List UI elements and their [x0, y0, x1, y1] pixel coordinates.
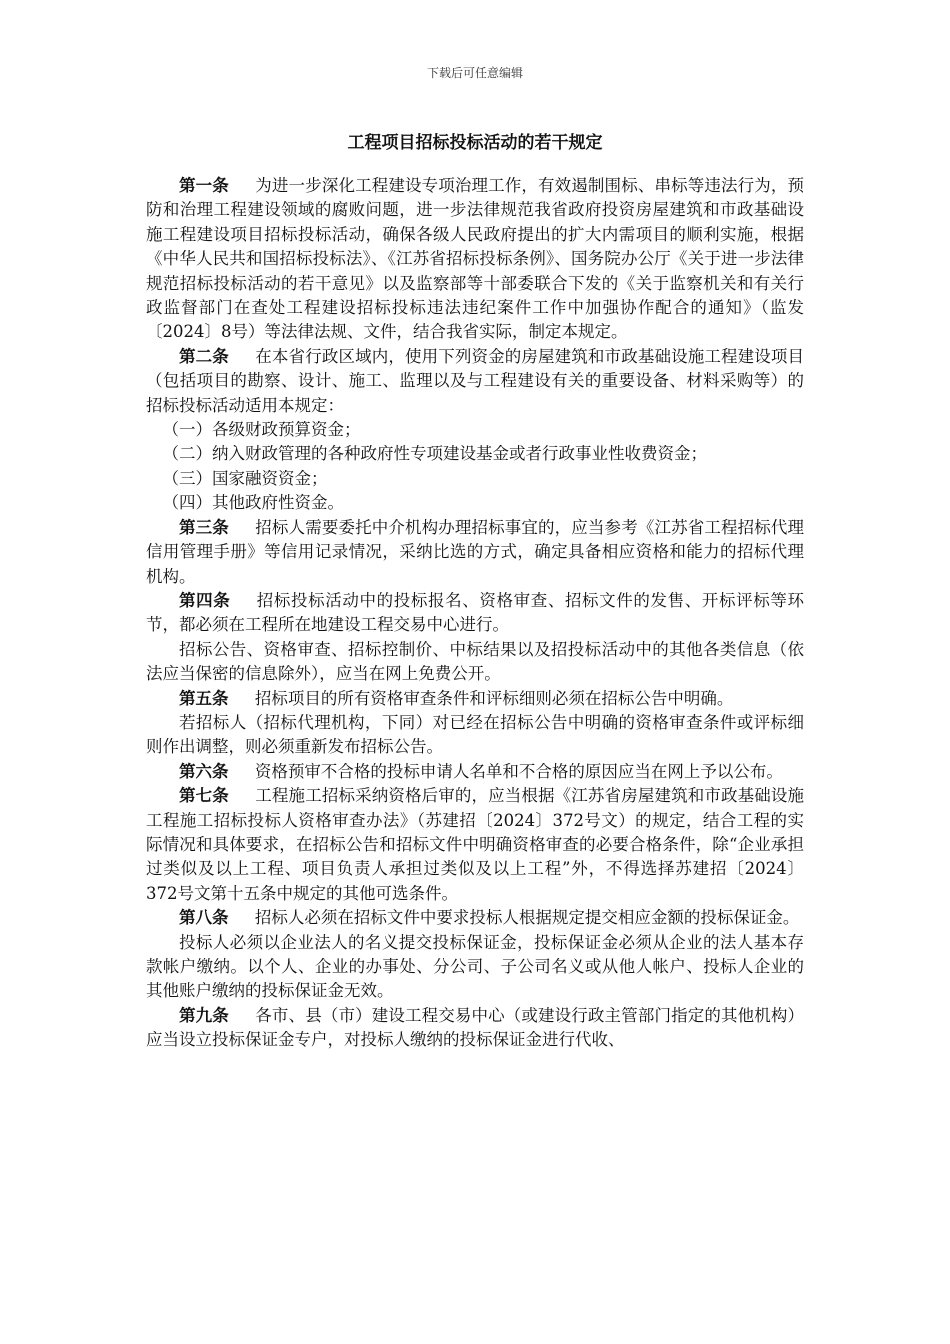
- article-number: 第八条: [179, 908, 229, 928]
- paragraph: [146, 345, 804, 418]
- list-item: [146, 467, 804, 491]
- list-item-text: （三）国家融资资金；: [162, 468, 328, 488]
- paragraph: [146, 174, 804, 345]
- paragraph: [146, 687, 804, 711]
- paragraph: [146, 784, 804, 906]
- paragraph: [146, 906, 804, 930]
- article-number: 第二条: [179, 346, 229, 366]
- article-number: 第九条: [179, 1005, 229, 1025]
- article-number: 第五条: [179, 688, 229, 708]
- article-number: 第六条: [179, 761, 229, 781]
- article-number: 第三条: [179, 517, 229, 537]
- paragraph-text: 各市、县（市）建设工程交易中心（或建设行政主管部门指定的其他机构）应当设立投标保证金专户，对投标人缴纳的投标保证金进行代收、: [146, 1005, 805, 1050]
- page-header-note: 下载后可任意编辑: [426, 66, 523, 80]
- paragraph-text: 资格预审不合格的投标申请人名单和不合格的原因应当在网上予以公布。: [254, 761, 783, 781]
- paragraph-text: 招标人需要委托中介机构办理招标事宜的，应当参考《江苏省工程招标代理信用管理手册》等信用记录情况，采纳比选的方式，确定具备相应资格和能力的招标代理机构。: [146, 517, 805, 586]
- article-number: 第一条: [179, 176, 229, 195]
- list-item-text: （四）其他政府性资金。: [162, 493, 344, 513]
- list-item-text: （一）各级财政预算资金；: [162, 420, 361, 440]
- list-item: [146, 491, 804, 515]
- paragraph-text: 工程施工招标采纳资格后审的，应当根据《江苏省房屋建筑和市政基础设施工程施工招标投标人资格审查办法》（苏建招〔2024〕372号文）的规定，结合工程的实际情况和具体要求，在招标公告和招标文件中明确资格审查的必要合格条件，除“企业承担过类似及以上工程、项目负责人承担过类似及以上工程”外，不得选择苏建招〔2024〕372号文第十五条中规定的其他可选条件。: [146, 786, 805, 903]
- list-item: [146, 442, 804, 466]
- document-title: 工程项目招标投标活动的若干规定: [347, 133, 603, 153]
- paragraph: [146, 589, 804, 638]
- document-body: [146, 174, 804, 1053]
- article-number: 第四条: [179, 590, 231, 610]
- article-number: 第七条: [179, 786, 229, 806]
- paragraph: [146, 638, 804, 687]
- paragraph-text: 招标公告、资格审查、招标控制价、中标结果以及招投标活动中的其他各类信息（依法应当保密的信息除外），应当在网上免费公开。: [146, 639, 804, 684]
- paragraph-text: 为进一步深化工程建设专项治理工作，有效遏制围标、串标等违法行为，预防和治理工程建设领域的腐败问题，进一步法律规范我省政府投资房屋建筑和市政基础设施工程建设项目招标投标活动，确保各级人民政府提出的扩大内需项目的顺利实施，根据《中华人民共和国招标投标法》、《江苏省招标投标条例》、国务院办公厅《关于进一步法律规范招标投标活动的若干意见》以及监察部等十部委联合下发的《关于监察机关和有关行政监督部门在查处工程建设招标投标违法违纪案件工作中加强协作配合的通知》（监发〔2024〕8号）等法律法规、文件，结合我省实际，制定本规定。: [146, 176, 805, 342]
- paragraph-text: 招标项目的所有资格审查条件和评标细则必须在招标公告中明确。: [254, 688, 734, 708]
- paragraph-text: 投标人必须以企业法人的名义提交投标保证金，投标保证金必须从企业的法人基本存款帐户缴纳。以个人、企业的办事处、分公司、子公司名义或从他人帐户、投标人企业的其他账户缴纳的投标保证金无效。: [146, 932, 804, 1001]
- paragraph: [146, 931, 804, 1004]
- paragraph: [146, 516, 804, 589]
- paragraph-text: 在本省行政区域内，使用下列资金的房屋建筑和市政基础设施工程建设项目（包括项目的勘察、设计、施工、监理以及与工程建设有关的重要设备、材料采购等）的招标投标活动适用本规定：: [146, 346, 805, 415]
- list-item: [146, 418, 804, 442]
- paragraph-text: 招标人必须在招标文件中要求投标人根据规定提交相应金额的投标保证金。: [254, 908, 800, 928]
- paragraph: [146, 1004, 804, 1053]
- paragraph-text: 若招标人（招标代理机构，下同）对已经在招标公告中明确的资格审查条件或评标细则作出调整，则必须重新发布招标公告。: [146, 712, 804, 757]
- paragraph: [146, 760, 804, 784]
- paragraph-text: 招标投标活动中的投标报名、资格审查、招标文件的发售、开标评标等环节，都必须在工程所在地建设工程交易中心进行。: [146, 590, 805, 635]
- paragraph: [146, 711, 804, 760]
- list-item-text: （二）纳入财政管理的各种政府性专项建设基金或者行政事业性收费资金；: [162, 444, 707, 464]
